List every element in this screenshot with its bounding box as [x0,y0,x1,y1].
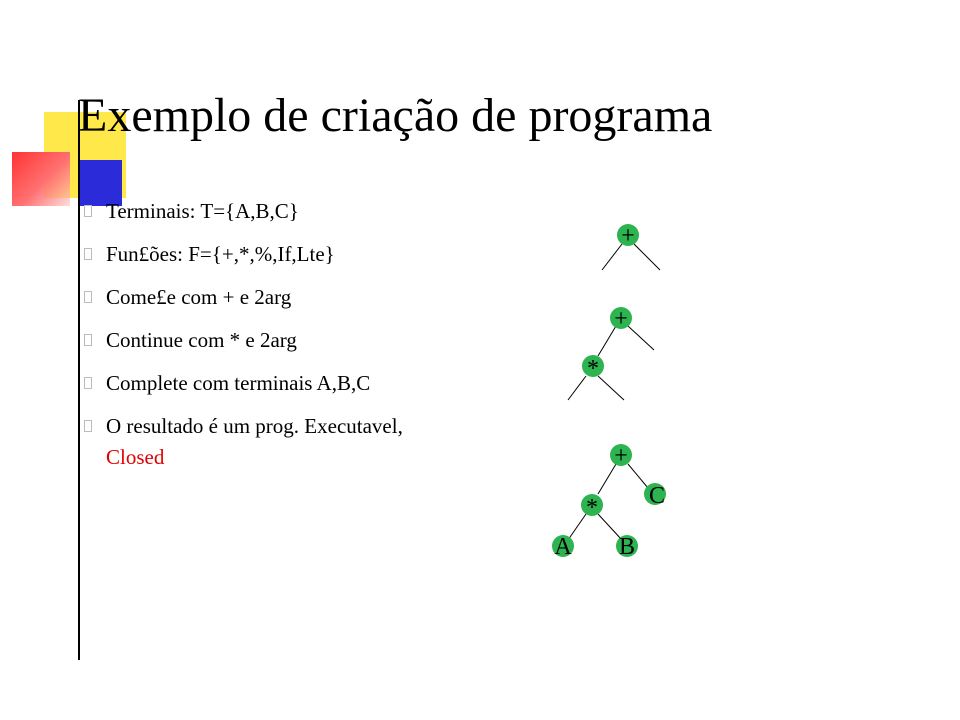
bullet-marker-icon [84,377,92,389]
bullet-text: Come£e com + e 2arg [106,285,292,309]
tree2-child-left-edge [568,376,586,400]
tree-3 [552,443,666,560]
tree-2 [568,306,654,400]
bullet-item [80,325,420,356]
bullet-item [80,411,420,473]
tree2-right-edge [628,326,654,350]
tree3-right-edge [628,464,648,488]
tree3-leaf-a-label: A [554,534,572,560]
tree1-root-label: + [621,223,635,249]
bullet-marker-icon [84,291,92,303]
tree3-right-label: C [648,483,666,509]
tree2-child-label: * [587,356,599,382]
tree1-left-edge [602,244,622,270]
tree2-child-right-edge [598,376,624,400]
program-tree-diagrams [540,210,700,570]
bullet-marker-icon [84,205,92,217]
bullet-marker-icon [84,334,92,346]
tree-1 [602,223,660,270]
bullet-item [80,368,420,399]
logo-red-square [12,152,70,206]
tree3-child-label: * [586,495,598,521]
tree3-leaf-b-label: B [618,534,636,560]
bullet-item [80,196,420,227]
bullet-marker-icon [84,248,92,260]
bullet-list [80,196,420,485]
bullet-item [80,239,420,270]
tree1-right-edge [634,244,660,270]
slide-title: Exemplo de criação de programa [78,89,713,142]
tree2-root-label: + [614,306,628,332]
bullet-text: Terminais: T={A,B,C} [106,199,299,223]
bullet-text: Fun£ões: F={+,*,%,If,Lte} [106,242,335,266]
closed-highlight: Closed [106,445,165,469]
bullet-item [80,282,420,313]
bullet-text: Continue com * e 2arg [106,328,297,352]
bullet-text: Complete com terminais A,B,C [106,371,371,395]
tree3-root-label: + [614,443,628,469]
bullet-text: O resultado é um prog. Executavel, [106,414,403,438]
bullet-marker-icon [84,420,92,432]
